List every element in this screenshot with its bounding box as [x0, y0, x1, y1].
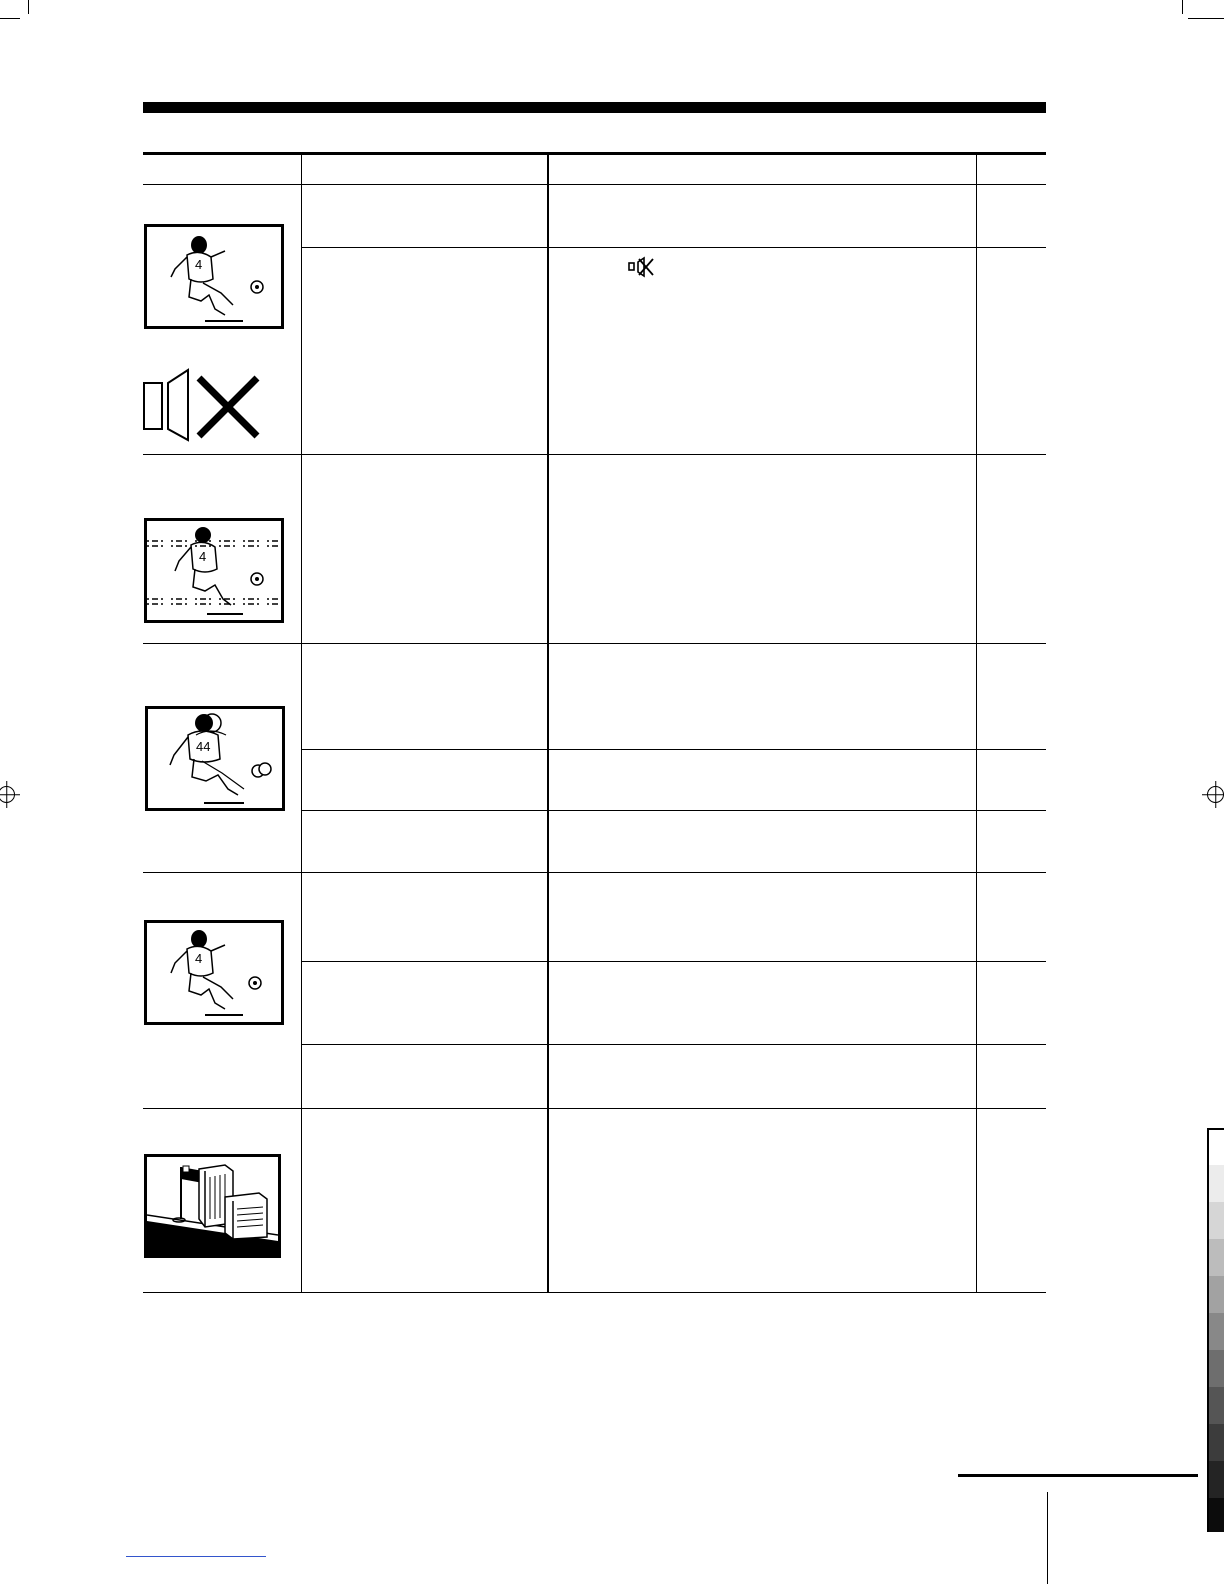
- footer-page-divider: [1047, 1492, 1048, 1584]
- crop-mark-top-right-v: [1182, 0, 1183, 14]
- section-title-bar: [143, 102, 1046, 113]
- crop-mark-top-left-v: [28, 0, 29, 14]
- footer-link[interactable]: [126, 1556, 266, 1557]
- gray-swatch: [1207, 1276, 1224, 1313]
- svg-text:44: 44: [196, 739, 211, 754]
- gray-swatch: [1207, 1202, 1224, 1239]
- soccer-player-illustration: [147, 923, 281, 1022]
- gray-swatch: [1207, 1498, 1224, 1532]
- row-separator: [143, 1108, 1046, 1109]
- row-separator: [143, 454, 1046, 455]
- symptom-picture-normal-2: [144, 920, 284, 1025]
- gray-swatch: [1207, 1424, 1224, 1461]
- row-separator: [143, 872, 1046, 873]
- gray-swatch: [1207, 1350, 1224, 1387]
- gray-swatch: [1207, 1165, 1224, 1202]
- column-rule-1: [301, 152, 302, 1293]
- buildings-illustration: [147, 1157, 278, 1255]
- registration-mark-right: [1207, 786, 1224, 803]
- subrow-separator: [301, 749, 1046, 750]
- symptom-picture-ghosting: [145, 706, 285, 811]
- interference-illustration: [147, 521, 281, 620]
- table-header-rule: [143, 184, 1046, 185]
- column-rule-2: [547, 152, 549, 1293]
- subrow-separator: [301, 247, 1046, 248]
- symptom-picture-buildings: [144, 1154, 281, 1258]
- symptom-picture-normal: [144, 224, 284, 329]
- table-bottom-rule: [143, 1292, 1046, 1293]
- muting-icon: [628, 256, 656, 278]
- crop-mark-top-left: [0, 18, 20, 19]
- gray-swatch: [1207, 1239, 1224, 1276]
- svg-text:4: 4: [195, 257, 203, 272]
- symptom-picture-interference: [144, 518, 284, 623]
- gray-swatch: [1207, 1313, 1224, 1350]
- gray-swatch: [1207, 1128, 1224, 1165]
- soccer-player-illustration: [147, 227, 281, 326]
- gray-swatch: [1207, 1387, 1224, 1424]
- subrow-separator: [301, 810, 1046, 811]
- subrow-separator: [301, 1044, 1046, 1045]
- table-top-rule: [143, 152, 1046, 155]
- subrow-separator: [301, 961, 1046, 962]
- ghosting-illustration: [148, 709, 282, 808]
- registration-mark-left: [0, 786, 15, 803]
- row-separator: [143, 643, 1046, 644]
- column-rule-3: [976, 152, 977, 1293]
- footer-rule: [958, 1474, 1198, 1477]
- crop-mark-top-right: [1188, 18, 1224, 19]
- svg-text:4: 4: [199, 549, 207, 564]
- svg-text:4: 4: [195, 951, 203, 966]
- gray-swatch: [1207, 1461, 1224, 1498]
- speaker-muted-icon: [143, 368, 263, 442]
